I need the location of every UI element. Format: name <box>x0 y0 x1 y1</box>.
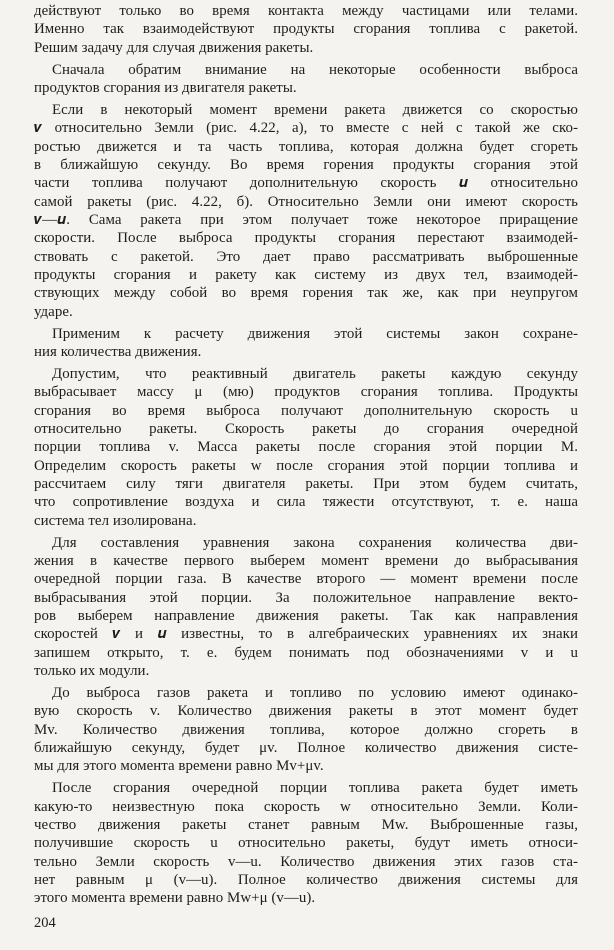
text-line: запишем открыто, т. е. будем понимать под обозначениями v и u <box>34 644 578 661</box>
paragraph <box>34 101 578 321</box>
text-line: ствующих между собой во время горения так же, как при неупругом <box>34 285 578 302</box>
paragraph <box>34 325 578 362</box>
text-line: мы для этого момента времени равно Mv+μv. <box>34 758 324 775</box>
text-line: 𝒗 относительно Земли (рис. 4.22, а), то вместе с ней с такой же ско- <box>34 120 578 137</box>
text-line: самой ракеты (рис. 4.22, б). Относительно Земли они имеют скорость <box>34 193 578 210</box>
text-line: в ближайшую секунду. Во время горения продукты сгорания этой <box>34 156 578 173</box>
text-line: получившие скорость u относительно ракеты, будут иметь относи- <box>34 835 578 852</box>
text-line: жения в качестве первого выберем момент времени до выбрасывания <box>34 552 578 569</box>
text-line: тельно Земли скорость v—u. Количество движения этих газов ста- <box>34 853 578 870</box>
text-line: скоростей 𝒗 и 𝒖 известны, то в алгебраических уравнениях их знаки <box>34 626 578 643</box>
paragraph <box>34 2 578 57</box>
text-line: После сгорания очередной порции топлива ракета будет иметь <box>52 780 578 797</box>
paragraph <box>34 534 578 681</box>
text-line: очередной порции газа. В качестве второго — момент времени после <box>34 571 578 588</box>
text-line: выбрасывания этой порции. За положительное направление векто- <box>34 589 578 606</box>
paragraph <box>34 61 578 98</box>
text-line: Именно так взаимодействуют продукты сгорания топлива с ракетой. <box>34 21 578 38</box>
text-line: Допустим, что реактивный двигатель ракеты каждую секунду <box>52 365 578 382</box>
text-line: До выброса газов ракета и топливо по условию имеют одинако- <box>52 684 578 701</box>
text-line: Решим задачу для случая движения ракеты. <box>34 39 314 56</box>
text-line: Mv. Количество движения топлива, которое должно сгореть в <box>34 721 578 738</box>
text-line: ударе. <box>34 303 73 320</box>
text-line: Сначала обратим внимание на некоторые особенности выброса <box>52 61 578 78</box>
text-line: сгорания во время выброса получают дополнительную скорость u <box>34 402 578 419</box>
text-line: выбрасывает массу μ (мю) продуктов сгорания топлива. Продукты <box>34 384 578 401</box>
text-line: нет равным μ (v—u). Полное количество движения системы для <box>34 871 578 888</box>
text-line: ров выберем направление движения ракеты. Так как направления <box>34 607 578 624</box>
text-line: рассчитаем силу тяги двигателя ракеты. При этом будем считать, <box>34 475 578 492</box>
text-line: действуют только во время контакта между частицами или телами. <box>34 3 578 19</box>
text-line: относительно ракеты. Скорость ракеты до сгорания очередной <box>34 420 578 437</box>
text-line: Определим скорость ракеты w после сгорания этой порции топлива и <box>34 457 578 474</box>
text-line: Для составления уравнения закона сохранения количества дви- <box>52 534 578 551</box>
text-line: чество движения ракеты станет равным Mw. Выброшенные газы, <box>34 816 578 833</box>
text-line: продуктов сгорания из двигателя ракеты. <box>34 79 297 96</box>
text-line: какую-то неизвестную пока скорость w относительно Земли. Коли- <box>34 798 578 815</box>
text-line: Применим к расчету движения этой системы закон сохране- <box>52 325 578 342</box>
text-line: ствовать с ракетой. Это дает право рассматривать выброшенные <box>34 248 578 265</box>
page-text <box>34 2 578 908</box>
paragraph <box>34 365 578 530</box>
text-line: ния количества движения. <box>34 343 202 360</box>
text-line: ростью движется и та часть топлива, которая должна будет сгореть <box>34 138 578 155</box>
text-line: ближайшую секунду, будет μv. Полное количество движения систе- <box>34 739 578 756</box>
text-line: только их модули. <box>34 663 150 679</box>
text-line: порции топлива v. Масса ракеты после сгорания этой порции M. <box>34 439 578 456</box>
paragraph <box>34 779 578 907</box>
text-line: Если в некоторый момент времени ракета движется со скоростью <box>52 101 578 118</box>
text-line: этого момента времени равно Mw+μ (v—u). <box>34 890 316 907</box>
paragraph <box>34 684 578 776</box>
text-line: что сопротивление воздуха и сила тяжести отсутствуют, т. е. наша <box>34 494 578 511</box>
text-line: части топлива получают дополнительную скорость 𝒖 относительно <box>34 175 578 192</box>
text-line: 𝒗—𝒖. Сама ракета при этом получает тоже некоторое приращение <box>34 211 578 228</box>
text-line: скорости. После выброса продукты сгорания перестают взаимодей- <box>34 230 578 247</box>
page-number: 204 <box>34 915 56 931</box>
text-line: продукты сгорания и ракету как систему из двух тел, взаимодей- <box>34 267 578 283</box>
text-line: вую скорость v. Количество движения ракеты в этот момент будет <box>34 703 578 720</box>
text-line: система тел изолирована. <box>34 512 197 529</box>
